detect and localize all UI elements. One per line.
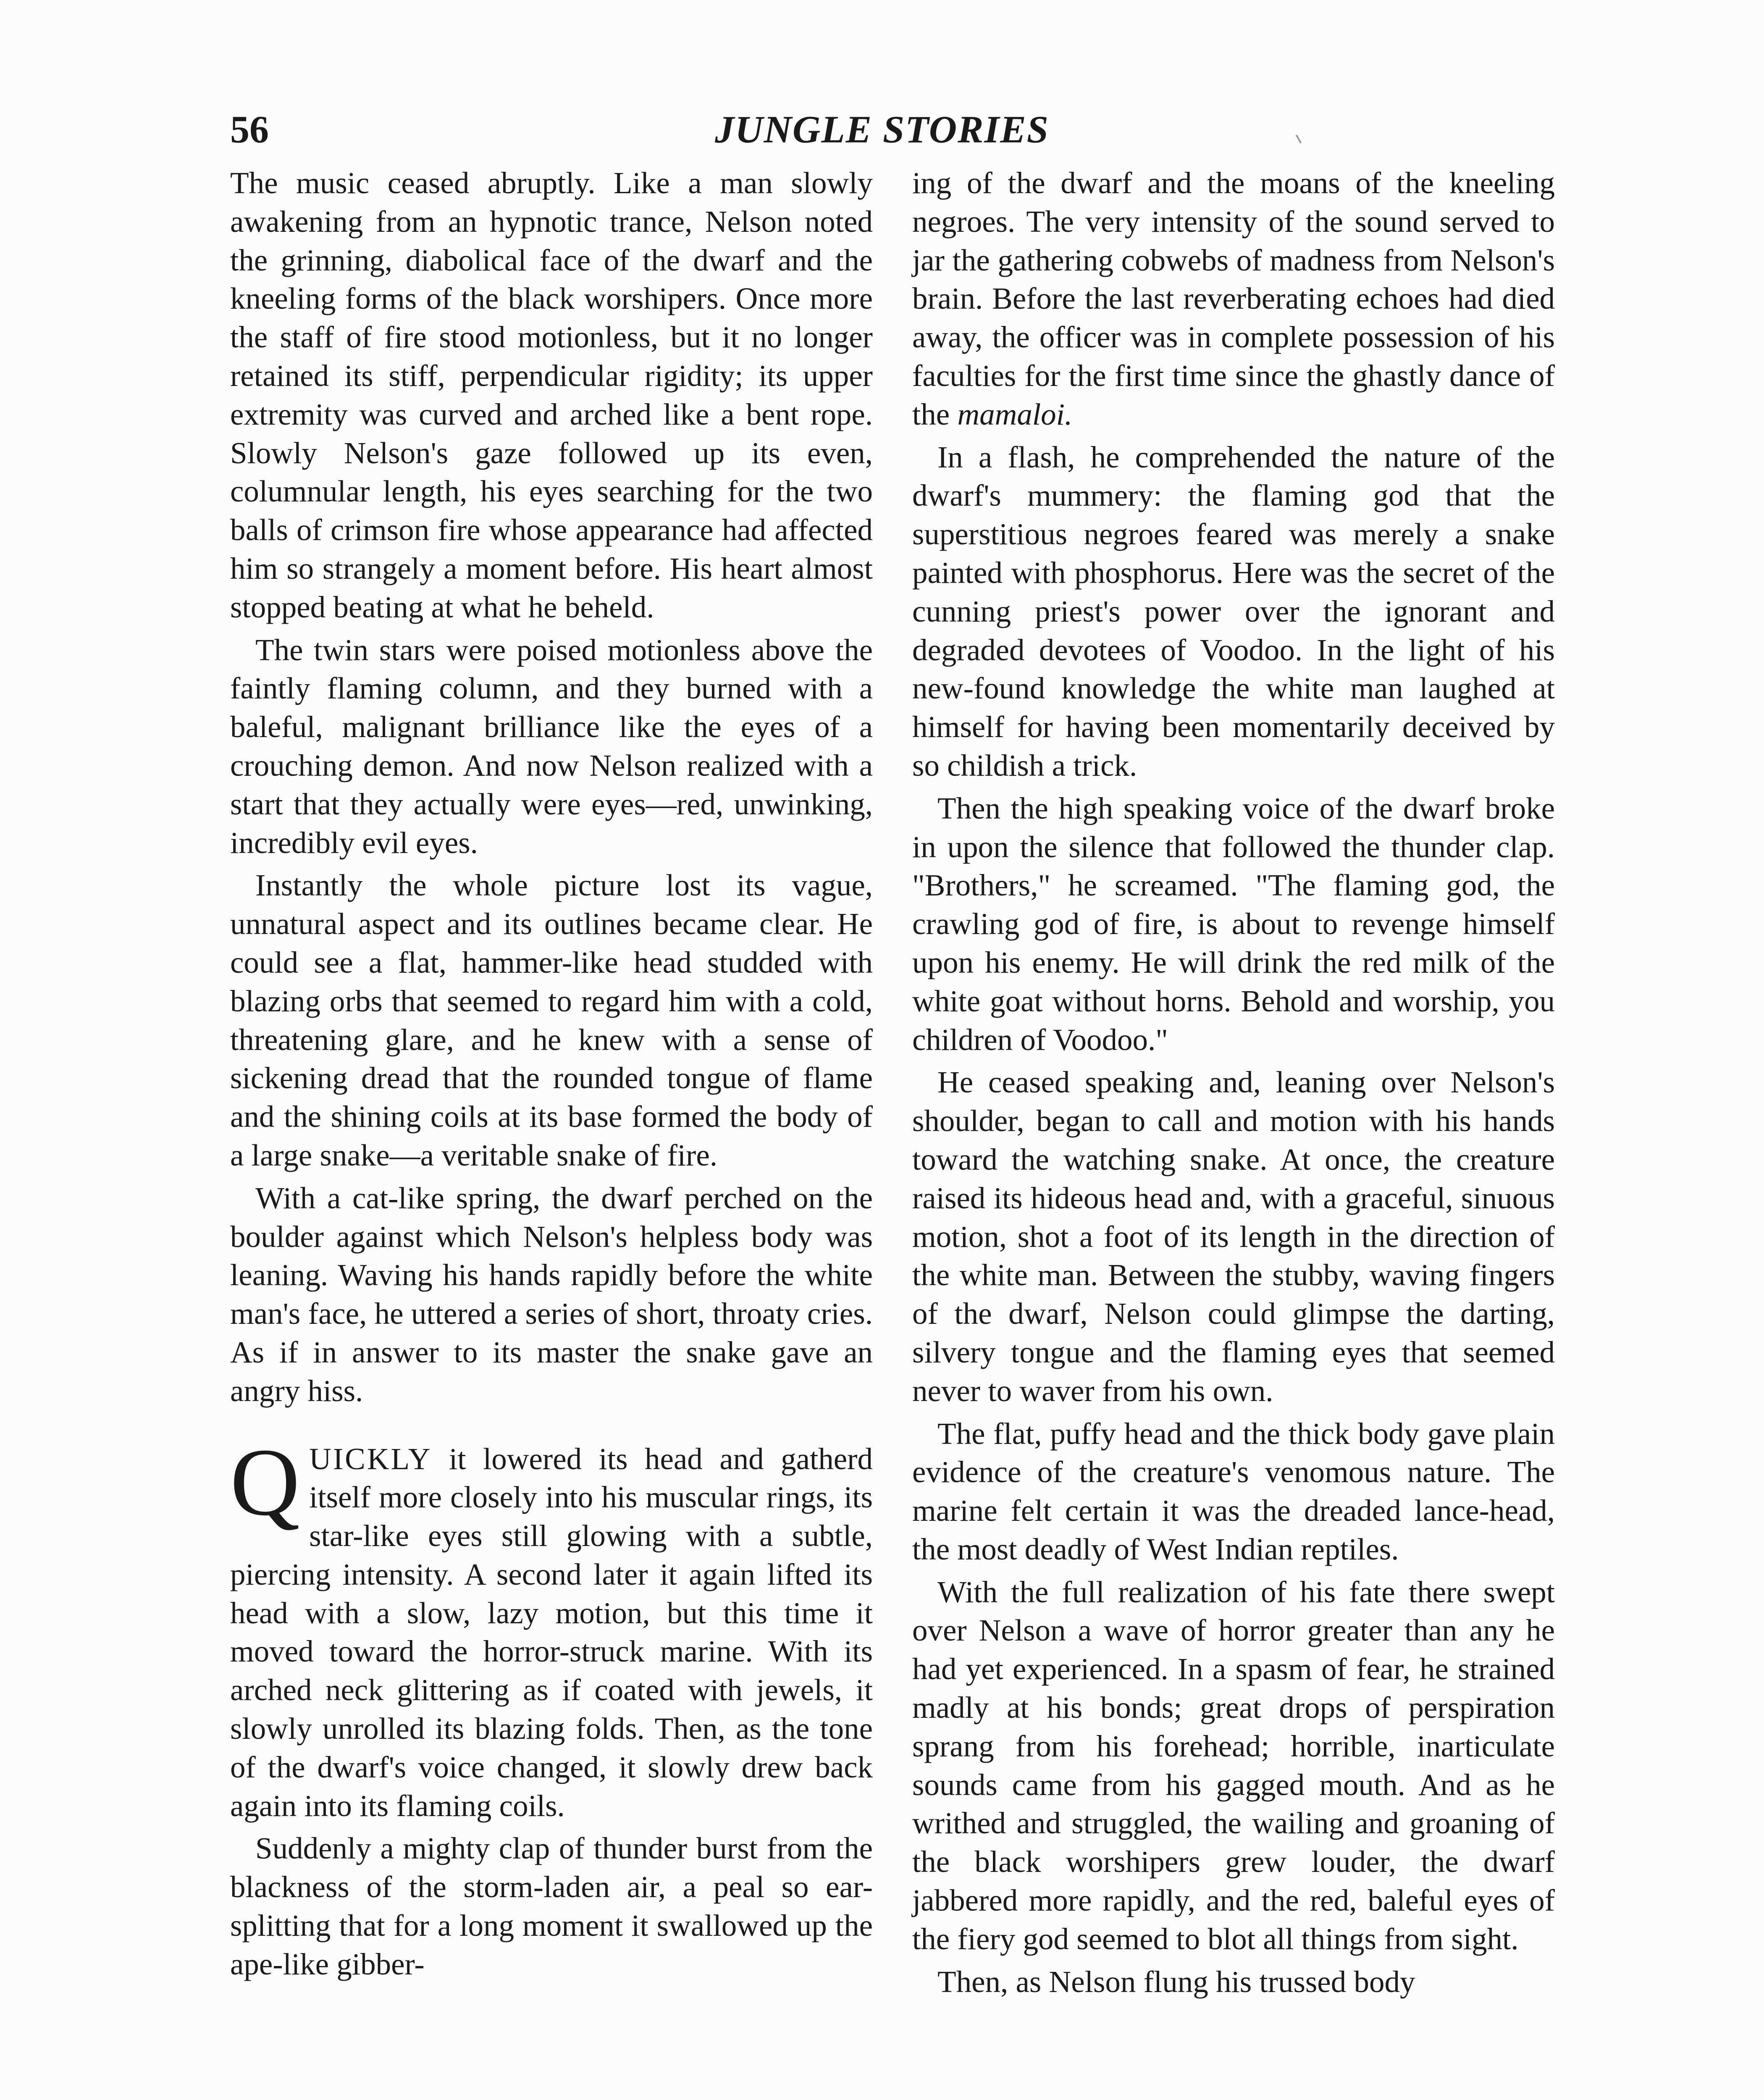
left-paragraph-6: Suddenly a mighty clap of thunder burst from the blackness of the storm-laden air, a peal so ear-splitting that for a long moment it swallowed up the ape-like gibber- [230,1831,873,1981]
stray-mark [1296,134,1302,143]
page-number: 56 [230,108,269,151]
left-paragraph-5-text: it lowered its head and gatherd itself more closely into his muscular rings, its star-like eyes still glowing with a subtle, piercing intensity. A second later it again lifted its head with a slow, lazy motion, but this time it moved toward the horror-struck marine. With its arched neck glittering as if coated with jewels, it slowly unrolled its blazing folds. Then, as the tone of the dwarf's voice changed, it slowly drew back again into its flaming coils. [230,1441,873,1823]
left-paragraph-3: Instantly the whole picture lost its vague, unnatural aspect and its outlines became clear. He could see a flat, hammer-like head studded with blazing orbs that seemed to regard him with a cold, threatening glare, and he knew with a sense of sickening dread that the rounded tongue of flame and the shining coils at its base formed the body of a large snake—a veritable snake of fire. [230,868,873,1172]
left-paragraph-5 [230,1428,873,1825]
right-paragraph-7: Then, as Nelson flung his trussed body [937,1964,1415,1999]
right-paragraph-5: The flat, puffy head and the thick body gave plain evidence of the creature's venomous nature. The marine felt certain it was the dreaded lance-head, the most deadly of West Indian reptiles. [912,1416,1555,1566]
right-paragraph-1-text: ing of the dwarf and the moans of the kneeling negroes. The very intensity of the sound served to jar the gathering cobwebs of madness from Nelson's brain. Before the last reverberating echoes had died away, the officer was in complete possession of his faculties for the first time since the ghastly dance of the [912,166,1555,431]
drop-cap-word: UICKLY [309,1441,432,1476]
right-paragraph-6: With the full realization of his fate there swept over Nelson a wave of horror greater than any he had yet experienced. In a spasm of fear, he strained madly at his bonds; great drops of perspiration sprang from his forehead; horrible, inarticulate sounds came from his gagged mouth. And as he writhed and struggled, the wailing and groaning of the black worshipers grew louder, the dwarf jabbered more rapidly, and the red, baleful eyes of the fiery god seemed to blot all things from sight. [912,1575,1555,1956]
right-paragraph-4: He ceased speaking and, leaning over Nelson's shoulder, began to call and motion with his hands toward the watching snake. At once, the creature raised its hideous head and, with a graceful, sinuous motion, shot a foot of its length in the direction of the white man. Between the stubby, waving fingers of the dwarf, Nelson could glimpse the darting, silvery tongue and the flaming eyes that seemed never to waver from his own. [912,1065,1555,1408]
left-paragraph-4: With a cat-like spring, the dwarf perched on the boulder against which Nelson's helpless body was leaning. Waving his hands rapidly before the white man's face, he uttered a series of short, throaty cries. As if in answer to its master the snake gave an angry hiss. [230,1181,873,1408]
italic-word: mamaloi. [957,397,1073,431]
running-head-title: JUNGLE STORIES [715,108,1049,151]
right-column [912,164,1555,2005]
left-column [230,164,873,1988]
left-paragraph-1: The music ceased abruptly. Like a man slowly awakening from an hypnotic trance, Nelson noted the grinning, diabolical face of the dwarf and the kneeling forms of the black worshipers. Once more the staff of fire stood motionless, but it no longer retained its stiff, perpendicular rigidity; its upper extremity was curved and arched like a bent rope. Slowly Nelson's gaze followed up its even, columnular length, his eyes searching for the two balls of crimson fire whose appearance had affected him so strangely a moment before. His heart almost stopped beating at what he beheld. [230,166,873,624]
left-paragraph-2: The twin stars were poised motionless above the faintly flaming column, and they burned with a baleful, malignant brilliance like the eyes of a crouching demon. And now Nelson realized with a start that they actually were eyes—red, unwinking, incredibly evil eyes. [230,633,873,860]
right-paragraph-3: Then the high speaking voice of the dwarf broke in upon the silence that followed the thunder clap. "Brothers," he screamed. "The flaming god, the crawling god of fire, is about to revenge himself upon his enemy. He will drink the red milk of the white goat without horns. Behold and worship, you children of Voodoo." [912,791,1555,1057]
drop-cap: Q [230,1428,300,1536]
right-paragraph-1 [912,164,1555,434]
right-paragraph-2: In a flash, he comprehended the nature of the dwarf's mummery: the flaming god that the superstitious negroes feared was merely a snake painted with phosphorus. Here was the secret of the cunning priest's power over the ignorant and degraded devotees of Voodoo. In the light of his new-found knowledge the white man laughed at himself for having been momentarily deceived by so childish a trick. [912,440,1555,782]
